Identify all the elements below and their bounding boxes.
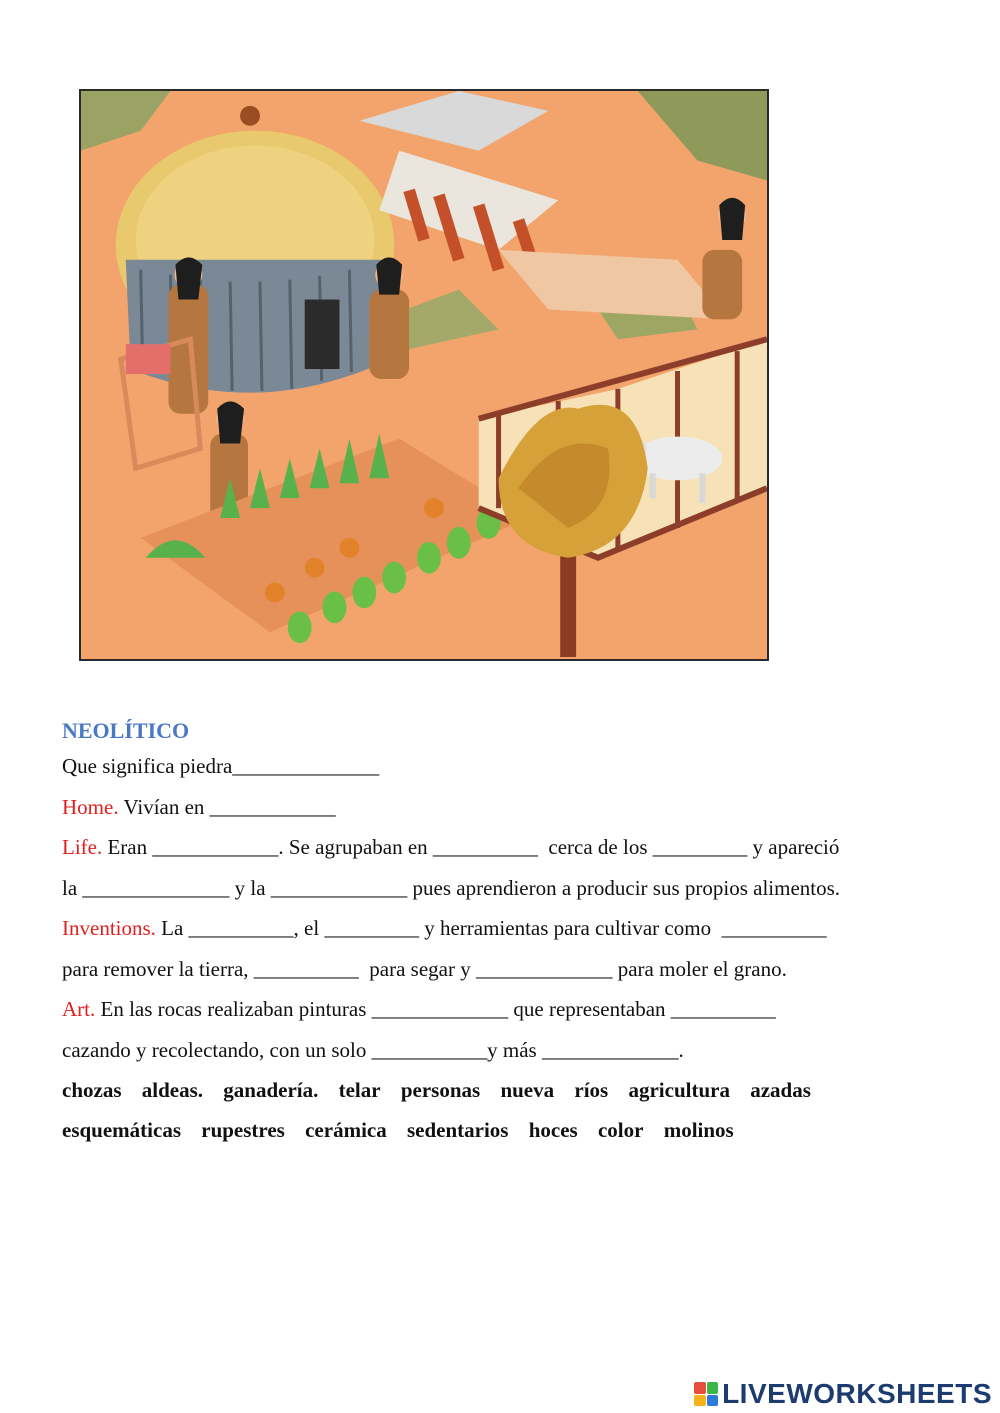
home-label: Home.: [62, 794, 119, 819]
logo-tile: [694, 1382, 706, 1394]
line-art: [62, 989, 962, 1030]
word-bank-item: molinos: [663, 1118, 734, 1142]
art-label: Art.: [62, 997, 96, 1021]
liveworksheets-brand: [694, 1378, 992, 1410]
line-inventions: [62, 908, 962, 949]
life-text-continued: la ______________ y la _____________ pues aprendieron a producir sus propios alimentos.: [62, 875, 841, 900]
word-bank-row-2: [62, 1110, 962, 1150]
neolithic-village-illustration: [79, 89, 769, 661]
word-bank-item: ganadería.: [223, 1078, 319, 1102]
liveworksheets-logo-icon: [694, 1382, 718, 1406]
life-text: Eran ____________. Se agrupaban en __________ cerca de los _________ y apareció: [102, 835, 840, 859]
line-stone-meaning: [62, 746, 962, 787]
line-inventions-continued: [62, 949, 962, 990]
logo-tile: [707, 1395, 719, 1407]
inventions-text-continued: para remover la tierra, __________ para segar y _____________ para moler el grano.: [62, 956, 787, 981]
worksheet-content: [62, 716, 962, 1150]
line-art-continued: [62, 1030, 962, 1071]
word-bank-item: cerámica: [305, 1118, 387, 1142]
word-bank-item: nueva: [500, 1078, 555, 1102]
word-bank-item: color: [597, 1118, 644, 1142]
home-text: Vivían en ____________: [118, 794, 336, 819]
logo-tile: [707, 1382, 719, 1394]
worksheet-heading: NEOLÍTICO: [62, 718, 190, 743]
word-bank-item: telar: [338, 1078, 381, 1102]
word-bank-item: chozas: [62, 1078, 122, 1102]
art-text-continued: cazando y recolectando, con un solo ___________y más _____________.: [62, 1037, 684, 1062]
inventions-text: La __________, el _________ y herramientas para cultivar como __________: [155, 916, 827, 940]
word-bank-item: agricultura: [628, 1078, 730, 1102]
line-text: Que significa piedra______________: [62, 754, 380, 778]
word-bank-item: esquemáticas: [62, 1118, 181, 1142]
word-bank-item: sedentarios: [406, 1118, 509, 1142]
word-bank-item: ríos: [574, 1078, 609, 1102]
word-bank-item: rupestres: [201, 1118, 285, 1142]
line-life-continued: [62, 868, 962, 909]
life-label: Life.: [62, 835, 103, 859]
word-bank-item: personas: [400, 1078, 481, 1102]
line-home: [62, 787, 962, 828]
brand-text: LIVEWORKSHEETS: [722, 1378, 992, 1409]
inventions-label: Inventions.: [62, 916, 156, 940]
word-bank-row-1: [62, 1070, 962, 1110]
word-bank-item: aldeas.: [141, 1078, 204, 1102]
line-life: [62, 827, 962, 868]
art-text: En las rocas realizaban pinturas _____________ que representaban __________: [95, 997, 776, 1021]
word-bank-item: hoces: [528, 1118, 578, 1142]
word-bank-item: azadas: [750, 1078, 811, 1102]
logo-tile: [694, 1395, 706, 1407]
